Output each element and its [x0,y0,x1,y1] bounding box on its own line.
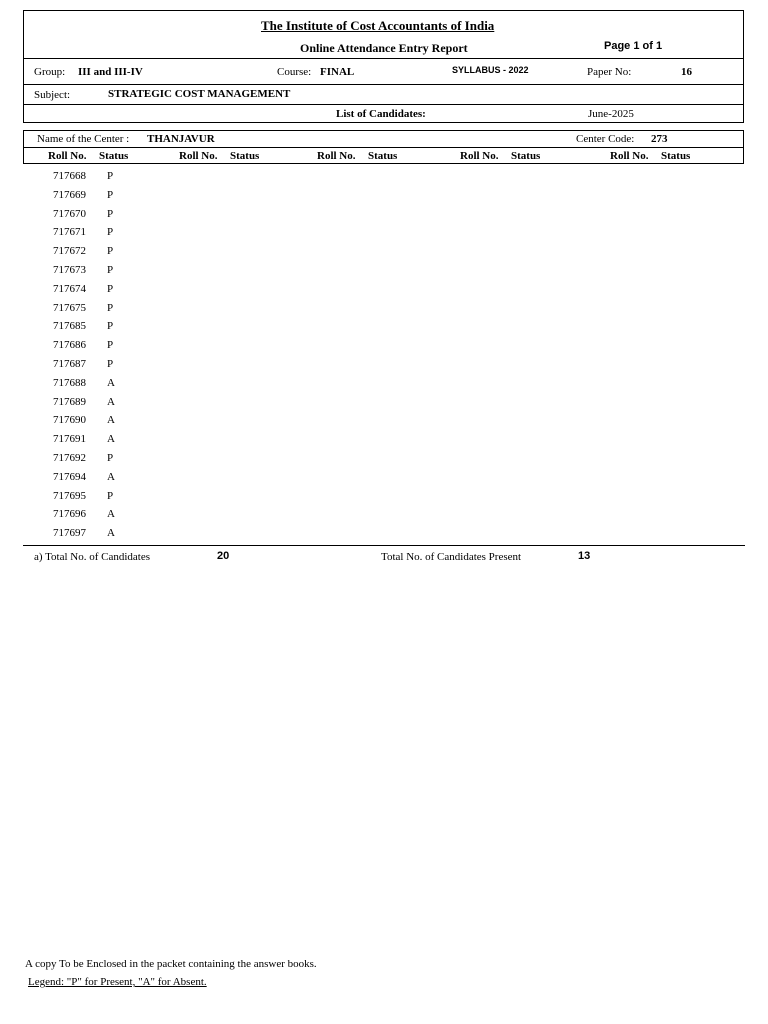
attendance-status: A [107,527,115,540]
center-code-value: 273 [651,133,668,145]
attendance-status: P [107,226,114,239]
roll-number: 717670 [53,207,86,220]
course-label: Course: [277,66,312,78]
center-name-value: THANJAVUR [147,133,215,145]
roll-number: 717686 [53,339,86,352]
col-header-roll: Roll No. [610,150,649,162]
group-label: Group: [34,66,66,78]
col-header-status: Status [368,150,398,162]
roll-number: 717690 [53,414,86,427]
roll-number: 717675 [53,301,86,314]
footer-note: A copy To be Enclosed in the packet containing the answer books. [25,958,317,970]
legend: Legend: "P" for Present, "A" for Absent. [28,976,207,988]
roll-number: 717668 [53,170,86,182]
roll-number: 717695 [53,489,86,502]
attendance-status: A [107,433,115,446]
table-row [0,167,768,186]
session: June-2025 [588,108,634,120]
attendance-status: P [107,339,114,352]
attendance-status: P [107,301,114,314]
table-row [0,242,768,261]
roll-number: 717673 [53,263,86,276]
attendance-status: P [107,207,114,220]
roll-number: 717674 [53,282,86,295]
attendance-status: P [107,320,114,333]
roll-number: 717694 [53,470,86,483]
syllabus: SYLLABUS - 2022 [452,65,529,75]
attendance-status: P [107,282,114,295]
table-row [0,317,768,336]
roll-number: 717688 [53,376,86,389]
attendance-status: P [107,170,114,182]
attendance-status: P [107,263,114,276]
attendance-status: A [107,470,115,483]
subject-label: Subject: [34,89,71,101]
table-row [0,186,768,205]
roll-number: 717671 [53,226,86,239]
header-divider [24,84,743,85]
col-header-roll: Roll No. [317,150,356,162]
page-info: Page 1 of 1 [604,40,663,52]
course-value: FINAL [320,66,355,78]
table-row [0,411,768,430]
col-header-status: Status [99,150,129,162]
col-header-roll: Roll No. [179,150,218,162]
roll-number: 717672 [53,245,86,258]
total-present-label: Total No. of Candidates Present [381,551,522,563]
table-row [0,430,768,449]
roll-number: 717692 [53,451,86,464]
table-row [0,393,768,412]
col-header-roll: Roll No. [460,150,499,162]
total-candidates-label: a) Total No. of Candidates [34,551,151,563]
table-row [0,468,768,487]
attendance-status: P [107,489,114,502]
table-row [0,280,768,299]
attendance-status: P [107,451,114,464]
col-header-status: Status [230,150,260,162]
table-row [0,336,768,355]
attendance-status: A [107,414,115,427]
header-divider [24,58,743,59]
table-row [0,355,768,374]
col-header-status: Status [511,150,541,162]
report-title: Online Attendance Entry Report [300,41,468,55]
total-candidates-value: 20 [217,550,230,562]
attendance-status: A [107,376,115,389]
attendance-status: P [107,188,114,201]
roll-number: 717697 [53,527,86,540]
col-header-status: Status [661,150,691,162]
table-row [0,374,768,393]
totals-divider [23,545,745,546]
center-name-label: Name of the Center : [37,133,130,145]
attendance-status: A [107,508,115,521]
roll-number: 717687 [53,357,86,370]
total-present-value: 13 [578,550,591,562]
roll-number: 717669 [53,188,86,201]
table-row [0,261,768,280]
col-header-roll: Roll No. [48,150,87,162]
candidate-list [0,167,768,543]
attendance-status: P [107,245,114,258]
roll-number: 717696 [53,508,86,521]
table-row [0,487,768,506]
attendance-status: A [107,395,115,408]
center-divider [24,147,743,148]
subject-value: STRATEGIC COST MANAGEMENT [108,88,291,100]
table-row [0,223,768,242]
header-divider [24,104,743,105]
table-row [0,524,768,543]
paper-label: Paper No: [587,66,632,78]
attendance-status: P [107,357,114,370]
list-label: List of Candidates: [336,108,426,120]
center-code-label: Center Code: [576,133,635,145]
table-row [0,449,768,468]
table-row [0,205,768,224]
group-value: III and III-IV [78,66,143,78]
paper-value: 16 [681,66,692,78]
institute-title: The Institute of Cost Accountants of India [261,18,495,33]
table-row [0,505,768,524]
roll-number: 717691 [53,433,86,446]
table-row [0,299,768,318]
roll-number: 717689 [53,395,86,408]
roll-number: 717685 [53,320,86,333]
